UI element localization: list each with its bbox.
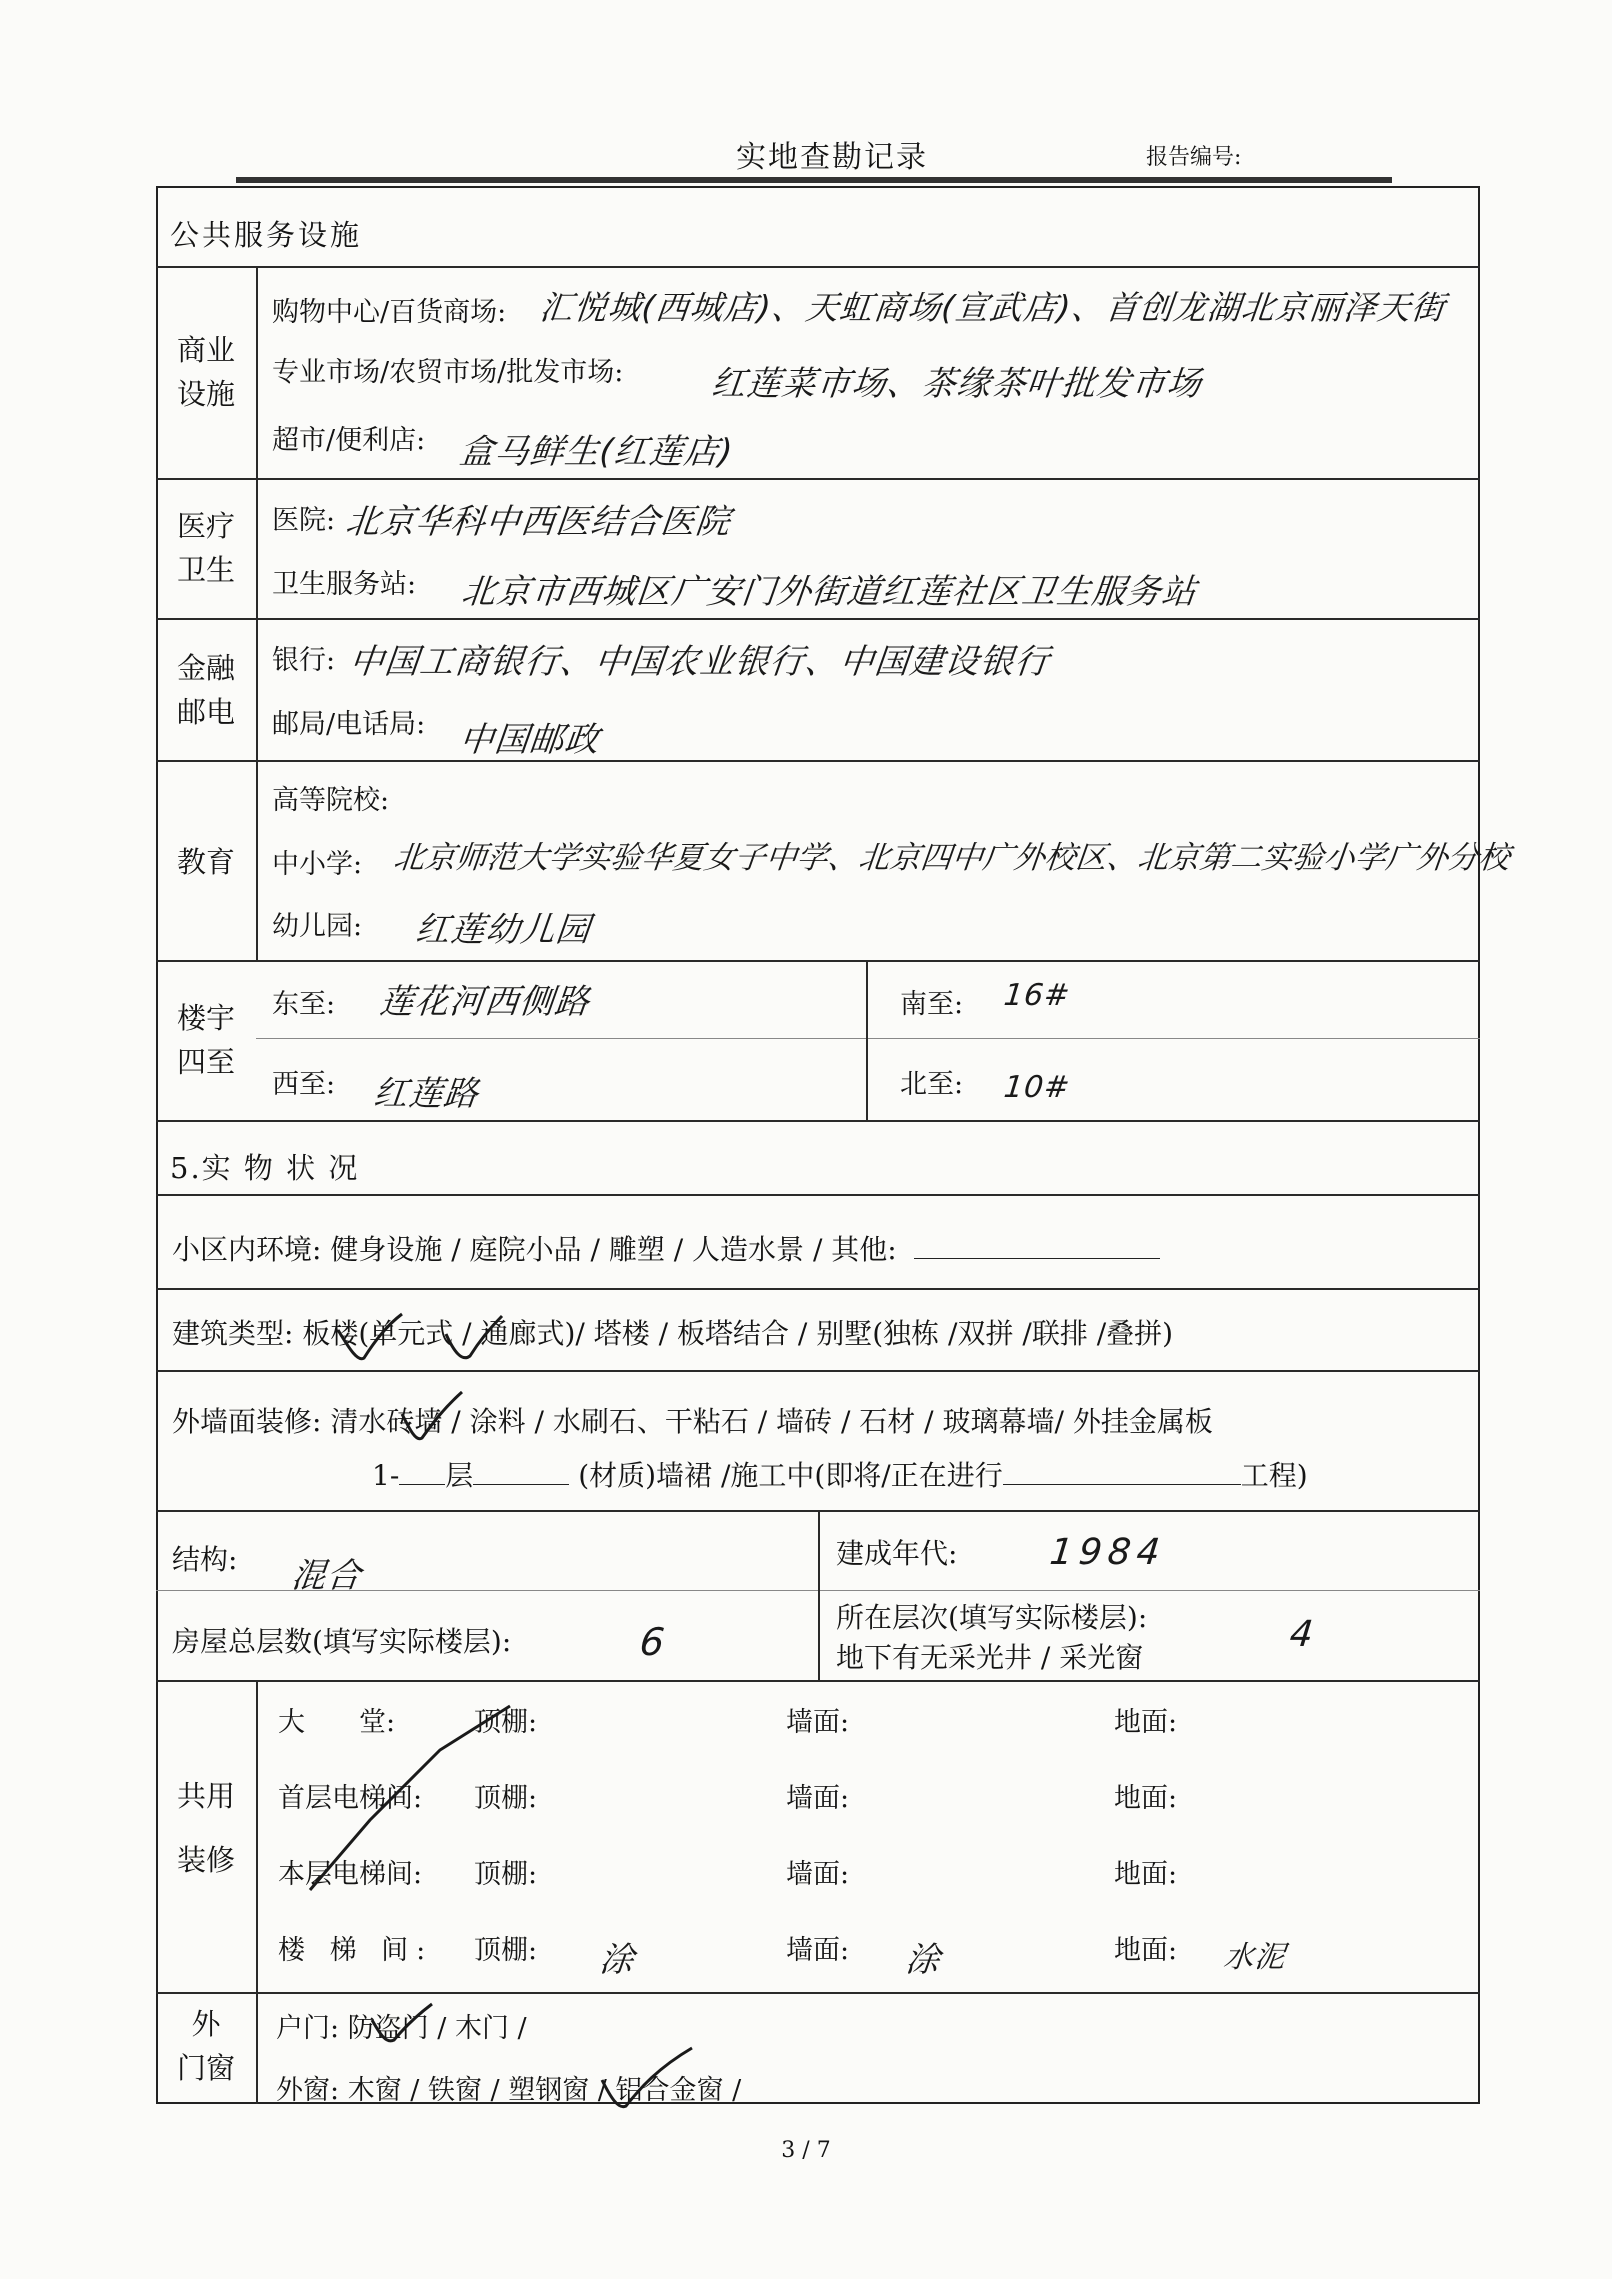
stairwell-ceiling-label: 顶棚: bbox=[474, 1935, 538, 1966]
lobby-ceiling-label: 顶棚: bbox=[474, 1707, 538, 1738]
ground-elevator-hall-label: 首层电梯间: bbox=[278, 1783, 423, 1814]
building-type-label: 建筑类型: bbox=[172, 1317, 294, 1350]
stairwell-floor-label: 地面: bbox=[1114, 1935, 1178, 1966]
finance-label-line1: 金融 bbox=[176, 651, 235, 685]
east-value: 莲花河西侧路 bbox=[377, 982, 592, 1022]
floor-level-value: 4 bbox=[1287, 1614, 1317, 1655]
year-label: 建成年代: bbox=[836, 1537, 958, 1570]
total-floors-label: 房屋总层数(填写实际楼层): bbox=[172, 1625, 512, 1658]
facade-line2 bbox=[372, 1454, 1308, 1494]
medical-label bbox=[156, 504, 256, 592]
floor-level-label: 所在层次(填写实际楼层): bbox=[836, 1601, 1148, 1634]
divider bbox=[156, 1194, 1480, 1196]
boundaries-label bbox=[156, 996, 256, 1084]
total-floors-value: 6 bbox=[637, 1620, 668, 1664]
environment-label: 小区内环境: bbox=[172, 1233, 322, 1266]
boundaries-label-line1: 楼宇 bbox=[176, 1001, 235, 1035]
market-label: 专业市场/农贸市场/批发市场: bbox=[272, 357, 624, 388]
exterior-label-line2: 门窗 bbox=[176, 2051, 235, 2085]
building-type-options: 板楼(单元式 / 通廊式)/ 塔楼 / 板塔结合 / 别墅(独栋 /双拼 /联排 /叠拼) bbox=[302, 1317, 1174, 1350]
check-mark-building-type bbox=[330, 1300, 530, 1370]
facade-options: 清水砖墙 / 涂料 / 水刷石、干粘石 / 墙砖 / 石材 / 玻璃幕墙/ 外挂金属板 bbox=[330, 1405, 1213, 1438]
divider bbox=[156, 266, 1480, 268]
building-type-row bbox=[172, 1312, 1173, 1352]
lobby-floor-label: 地面: bbox=[1114, 1707, 1178, 1738]
divider bbox=[256, 1680, 258, 2104]
north-label: 北至: bbox=[900, 1069, 964, 1100]
section-title-public-services: 公共服务设施 bbox=[170, 218, 363, 252]
divider bbox=[156, 1370, 1480, 1372]
south-label: 南至: bbox=[900, 989, 964, 1020]
mall-label: 购物中心/百货商场: bbox=[272, 297, 507, 328]
skylight-label: 地下有无采光井 / 采光窗 bbox=[836, 1641, 1144, 1674]
hospital-value: 北京华科中西医结合医院 bbox=[343, 502, 733, 542]
market-value: 红莲菜市场、茶缘茶叶批发市场 bbox=[709, 364, 1204, 404]
check-mark-window bbox=[596, 2040, 716, 2120]
commercial-label-line1: 商业 bbox=[176, 333, 235, 367]
west-label: 西至: bbox=[272, 1069, 336, 1100]
page-number: 3 / 7 bbox=[781, 2138, 831, 2163]
stairwell-label: 楼 梯 间: bbox=[278, 1935, 434, 1966]
mall-value: 汇悦城(西城店)、天虹商场(宣武店)、首创龙湖北京丽泽天街 bbox=[537, 288, 1448, 327]
window-label: 外窗: bbox=[276, 2075, 340, 2106]
environment-row bbox=[172, 1228, 1160, 1268]
commercial-label bbox=[156, 328, 256, 416]
environment-other-blank bbox=[914, 1232, 1160, 1259]
divider bbox=[156, 760, 1480, 762]
door-label: 户门: bbox=[276, 2013, 340, 2044]
divider bbox=[156, 1680, 1480, 1682]
shared-decoration-label bbox=[156, 1774, 256, 1882]
finance-label-line2: 邮电 bbox=[176, 695, 235, 729]
header-rule bbox=[236, 177, 1392, 183]
report-number-label: 报告编号: bbox=[1146, 145, 1242, 170]
environment-options: 健身设施 / 庭院小品 / 雕塑 / 人造水景 / 其他: bbox=[330, 1233, 897, 1266]
north-value: 10# bbox=[1002, 1070, 1073, 1105]
floor-elevator-hall-label: 本层电梯间: bbox=[278, 1859, 423, 1890]
finance-label bbox=[156, 646, 256, 734]
floor-elevator-ceiling-label: 顶棚: bbox=[474, 1859, 538, 1890]
ground-elevator-floor-label: 地面: bbox=[1114, 1783, 1178, 1814]
divider bbox=[156, 1120, 1480, 1122]
college-label: 高等院校: bbox=[272, 785, 390, 816]
health-station-label: 卫生服务站: bbox=[272, 569, 417, 600]
east-label: 东至: bbox=[272, 989, 336, 1020]
south-value: 16# bbox=[1002, 978, 1073, 1013]
kindergarten-value: 红莲幼儿园 bbox=[413, 910, 593, 950]
lobby-label: 大 堂: bbox=[278, 1707, 396, 1738]
divider bbox=[156, 1288, 1480, 1290]
structure-value: 混合 bbox=[289, 1556, 364, 1596]
health-station-value: 北京市西城区广安门外街道红莲社区卫生服务站 bbox=[459, 572, 1199, 612]
structure-label: 结构: bbox=[172, 1543, 238, 1576]
school-value: 北京师范大学实验华夏女子中学、北京四中广外校区、北京第二实验小学广外分校 bbox=[391, 840, 1512, 876]
divider bbox=[156, 618, 1480, 620]
shared-decoration-label-line2: 装修 bbox=[176, 1843, 235, 1877]
school-label: 中小学: bbox=[272, 849, 363, 880]
post-office-label: 邮局/电话局: bbox=[272, 709, 426, 740]
medical-label-line2: 卫生 bbox=[176, 553, 235, 587]
education-label: 教育 bbox=[176, 845, 235, 879]
divider bbox=[818, 1510, 820, 1680]
divider bbox=[866, 960, 868, 1120]
year-value: 1984 bbox=[1047, 1532, 1168, 1573]
facade-line2-project: 工程) bbox=[1240, 1459, 1308, 1492]
stairwell-wall-value: 涂 bbox=[903, 1940, 943, 1980]
facade-project-blank bbox=[1003, 1458, 1241, 1485]
divider bbox=[156, 478, 1480, 480]
supermarket-value: 盒马鲜生(红莲店) bbox=[457, 432, 736, 472]
divider bbox=[256, 266, 258, 960]
facade-line2-prefix: 1- bbox=[372, 1459, 400, 1492]
medical-label-line1: 医疗 bbox=[176, 509, 235, 543]
strike-through-unused-rows bbox=[300, 1700, 540, 1900]
supermarket-label: 超市/便利店: bbox=[272, 425, 426, 456]
facade-label: 外墙面装修: bbox=[172, 1405, 322, 1438]
facade-line2-material: (材质)墙裙 /施工中(即将/正在进行 bbox=[578, 1459, 1003, 1492]
stairwell-wall-label: 墙面: bbox=[786, 1935, 850, 1966]
boundaries-label-line2: 四至 bbox=[176, 1045, 235, 1079]
facade-floor-blank bbox=[399, 1458, 445, 1485]
stairwell-floor-value: 水泥 bbox=[1221, 1940, 1288, 1975]
facade-row bbox=[172, 1400, 1213, 1440]
window-options: 木窗 / 铁窗 / 塑钢窗 / 铝合金窗 / bbox=[347, 2075, 742, 2106]
check-mark-facade bbox=[396, 1384, 476, 1454]
commercial-label-line2: 设施 bbox=[176, 377, 235, 411]
divider bbox=[156, 1992, 1480, 1994]
post-office-value: 中国邮政 bbox=[457, 720, 602, 760]
west-value: 红莲路 bbox=[371, 1074, 481, 1114]
lobby-wall-label: 墙面: bbox=[786, 1707, 850, 1738]
divider bbox=[156, 960, 1480, 962]
exterior-label-line1: 外 bbox=[191, 2007, 221, 2041]
bank-value: 中国工商银行、中国农业银行、中国建设银行 bbox=[347, 642, 1052, 682]
ground-elevator-wall-label: 墙面: bbox=[786, 1783, 850, 1814]
stairwell-ceiling-value: 涂 bbox=[597, 1940, 637, 1980]
ground-elevator-ceiling-label: 顶棚: bbox=[474, 1783, 538, 1814]
hospital-label: 医院: bbox=[272, 505, 336, 536]
exterior-label bbox=[156, 2002, 256, 2090]
bank-label: 银行: bbox=[272, 645, 336, 676]
page-title: 实地查勘记录 bbox=[736, 140, 928, 175]
floor-elevator-floor-label: 地面: bbox=[1114, 1859, 1178, 1890]
section-title-physical: 5.实 物 状 况 bbox=[170, 1151, 360, 1185]
facade-line2-floor: 层 bbox=[445, 1459, 474, 1492]
door-options: 防盗门 / 木门 / bbox=[347, 2013, 527, 2044]
divider bbox=[256, 1038, 1480, 1039]
floor-elevator-wall-label: 墙面: bbox=[786, 1859, 850, 1890]
kindergarten-label: 幼儿园: bbox=[272, 911, 363, 942]
shared-decoration-label-line1: 共用 bbox=[176, 1779, 235, 1813]
check-mark-door bbox=[366, 1994, 446, 2054]
facade-material-blank bbox=[473, 1458, 569, 1485]
